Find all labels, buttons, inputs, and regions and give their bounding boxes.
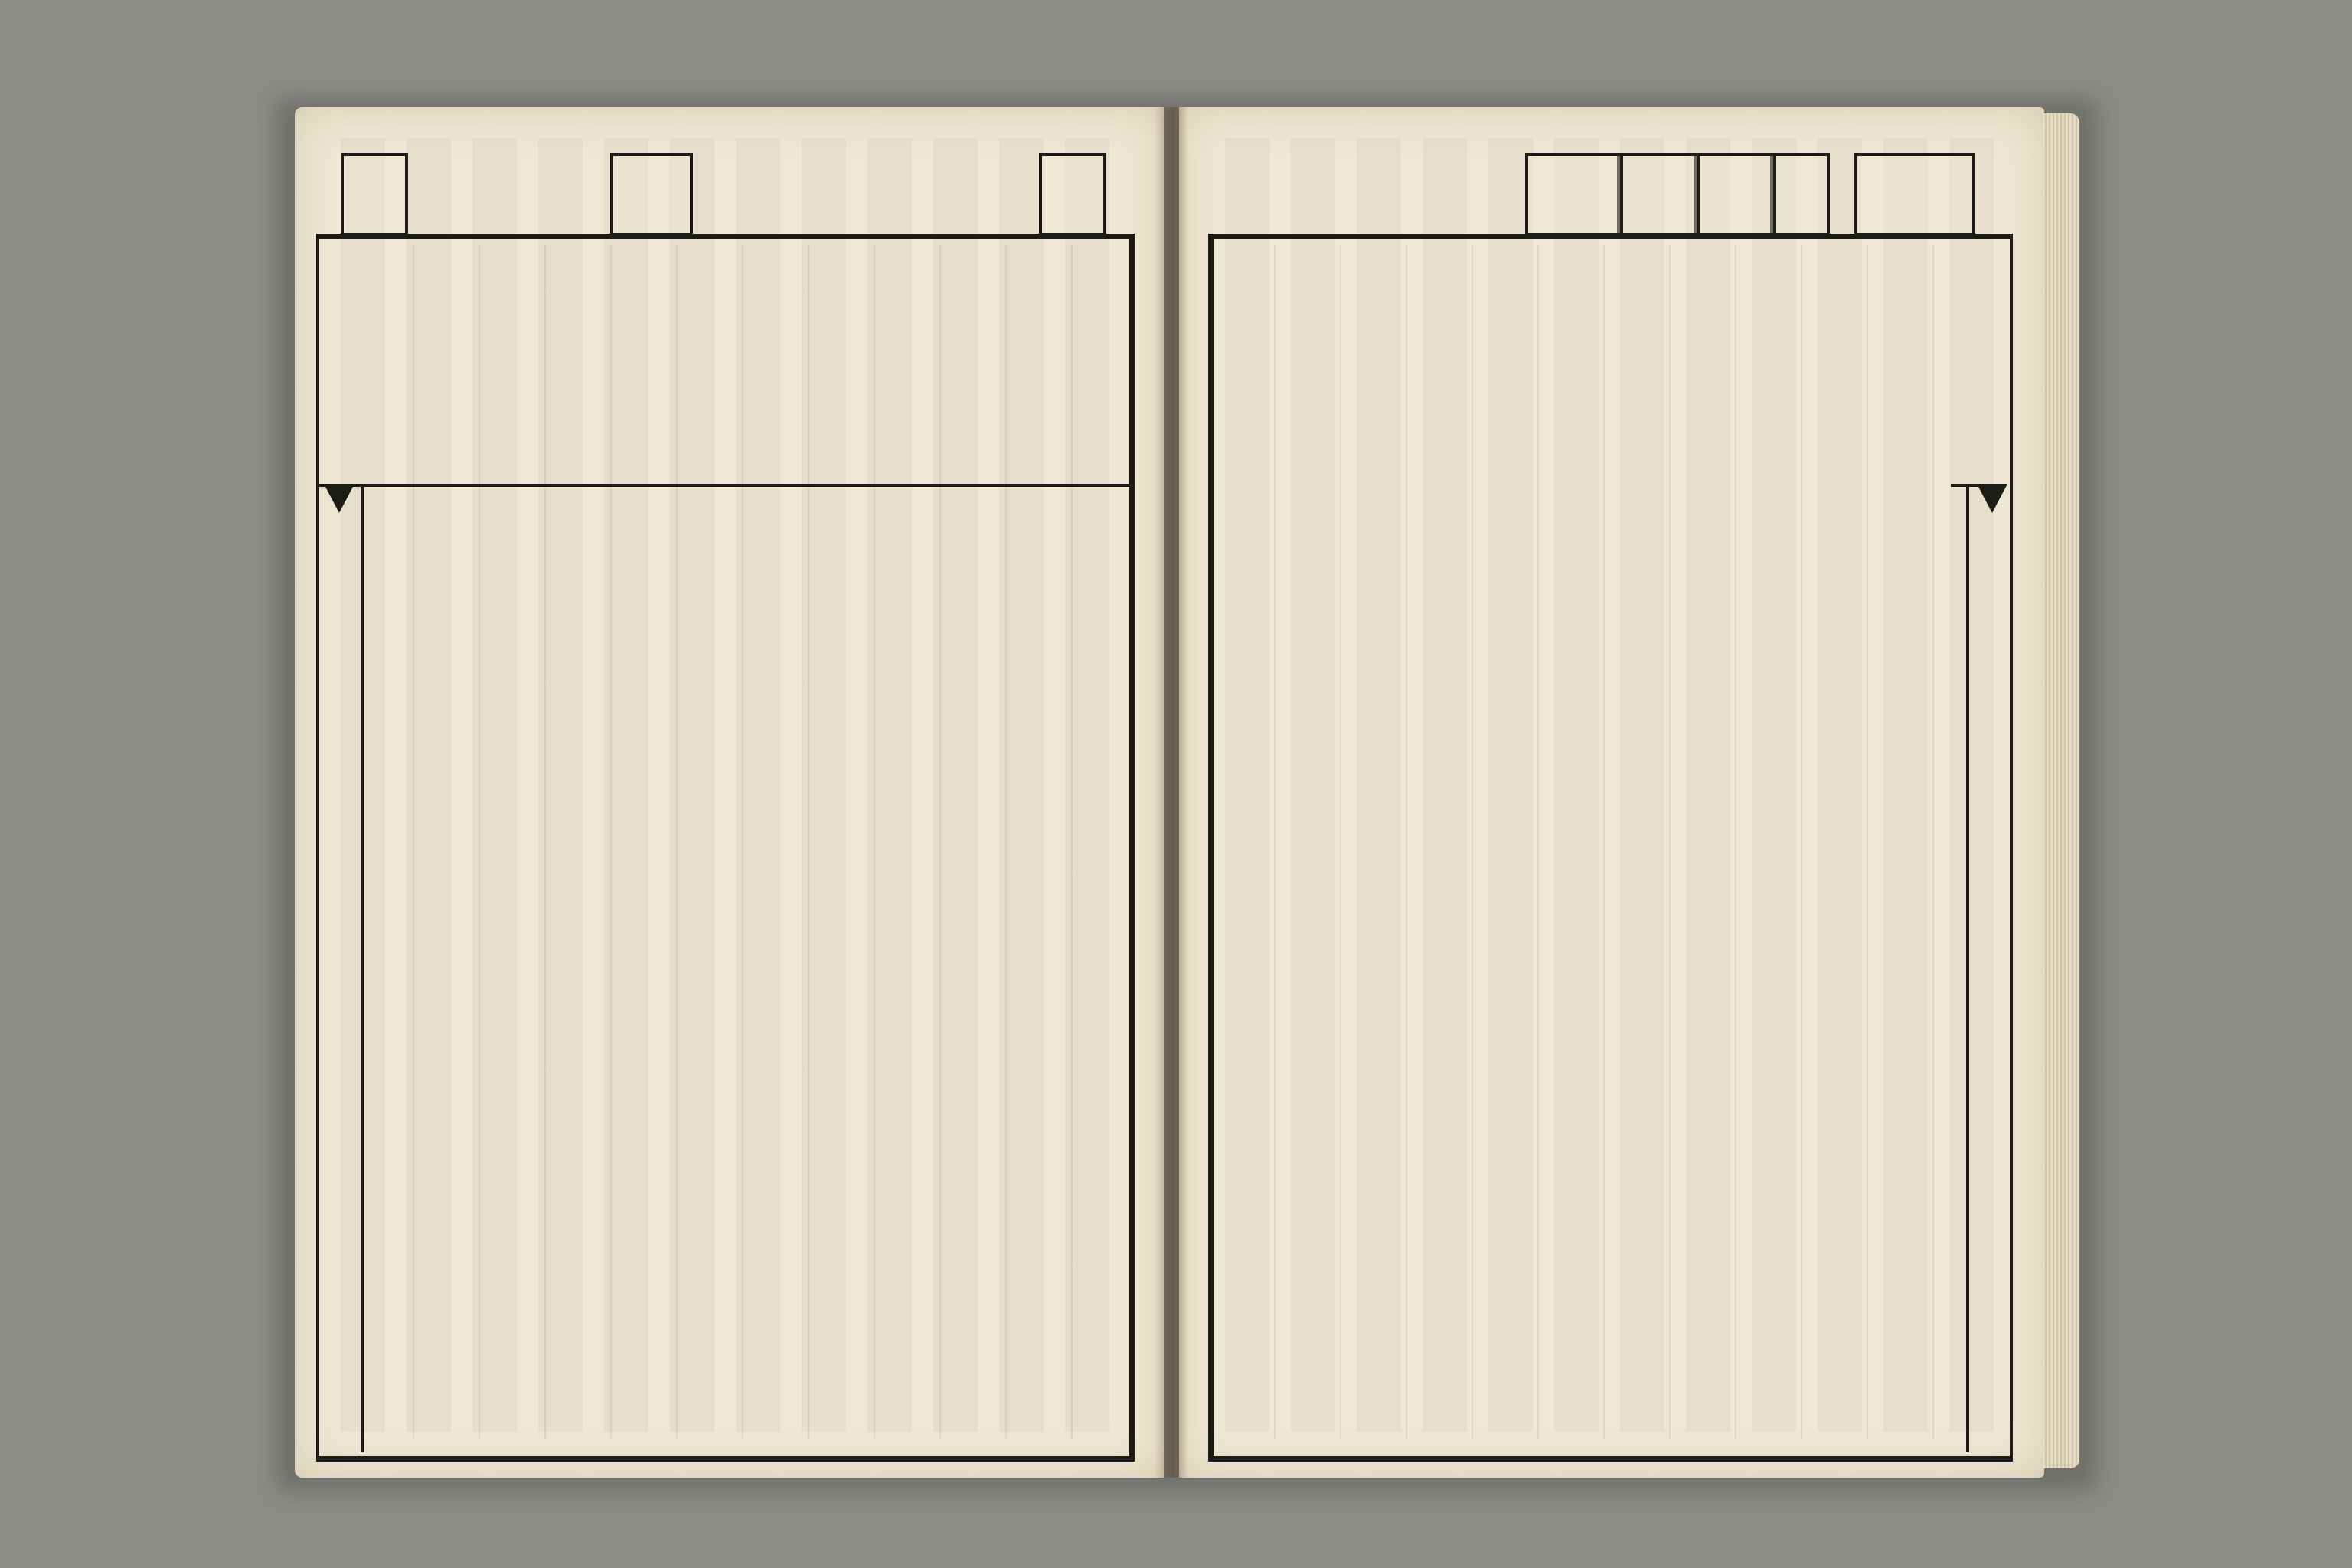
block-heart-strip <box>1966 484 2014 1452</box>
right-headword-row <box>1210 153 1975 230</box>
block-heart-strip <box>316 484 364 1452</box>
headword-box <box>1854 153 1975 236</box>
headword-box <box>610 153 693 236</box>
headword-box <box>341 153 408 236</box>
headword-box <box>1770 153 1830 236</box>
left-headword-row <box>341 153 1106 230</box>
book-gutter <box>1155 107 1188 1478</box>
fish-tail-mark <box>324 484 354 513</box>
headword-box <box>1617 153 1700 236</box>
left-page <box>295 107 1164 1478</box>
right-page <box>1179 107 2044 1478</box>
headword-box <box>1039 153 1106 236</box>
headword-box <box>1525 153 1623 236</box>
fish-tail-mark <box>1977 484 2007 513</box>
column-rules <box>348 245 1114 1439</box>
column-rules <box>1210 245 1975 1439</box>
page-edges <box>2043 113 2079 1468</box>
headword-box <box>1694 153 1776 236</box>
